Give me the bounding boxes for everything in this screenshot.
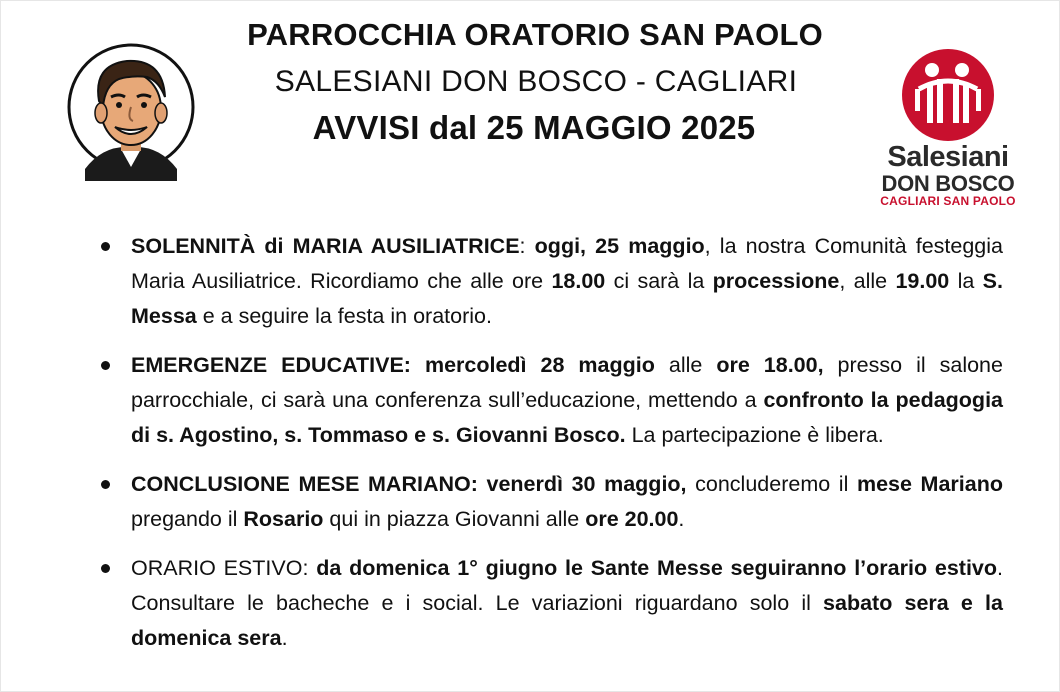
logo-text-salesiani: Salesiani	[887, 141, 1009, 173]
notice-bold-text: ore 18.00,	[716, 353, 824, 377]
notice-bold-text: sabato sera e la domenica sera	[131, 591, 1003, 650]
notice-item	[97, 467, 1003, 537]
notice-bold-text: ore 20.00	[585, 507, 679, 531]
notice-bold-text: EMERGENZE EDUCATIVE: mercoledì 28 maggio	[131, 353, 655, 377]
notice-text: pregando il	[131, 507, 244, 531]
notice-text: alle	[654, 353, 717, 377]
notice-bold-text: mese Mariano	[856, 472, 1003, 496]
notice-item	[97, 348, 1003, 453]
notice-text: presso il salone parrocchiale, ci sarà una conferenza sull’educazione, mettendo a	[131, 353, 1003, 412]
salesiani-logo-emblem-icon	[863, 49, 1033, 141]
bullet-icon	[101, 480, 110, 489]
notice-text: ORARIO ESTIVO	[131, 556, 303, 580]
notice-text: ci sarà la	[605, 269, 713, 293]
notice-bold-text: processione	[712, 269, 840, 293]
notices-date-title: AVVISI dal 25 MAGGIO 2025	[312, 109, 756, 146]
notice-text: la	[949, 269, 983, 293]
notice-bold-text: da domenica 1° giugno le Sante Messe seguiranno l’orario estivo	[316, 556, 998, 580]
notice-item	[97, 551, 1003, 656]
notice-bold-text: confronto la pedagogia di s. Agostino, s. Tommaso e s. Giovanni Bosco.	[131, 388, 1003, 447]
page-title: PARROCCHIA ORATORIO SAN PAOLO	[247, 17, 823, 52]
bullet-icon	[101, 242, 110, 251]
notice-text: , la nostra Comunità festeggia Maria Ausiliatrice. Ricordiamo che alle ore	[131, 234, 1003, 293]
page-subtitle: SALESIANI DON BOSCO - CAGLIARI	[274, 65, 798, 98]
notice-bold-text: oggi, 25 maggio	[534, 234, 705, 258]
salesiani-logo	[863, 49, 1033, 214]
logo-text-cagliari: CAGLIARI SAN PAOLO	[880, 194, 1016, 208]
notice-text: .	[281, 626, 288, 650]
notice-bold-text: S. Messa	[131, 269, 1003, 328]
logo-text-don-bosco: DON BOSCO	[881, 171, 1015, 196]
notice-bold-text: SOLENNITÀ di MARIA AUSILIATRICE	[131, 234, 520, 258]
bullet-icon	[101, 361, 110, 370]
notice-text: La partecipazione è libera.	[625, 423, 884, 447]
notice-bold-text: CONCLUSIONE MESE MARIANO: venerdì 30 maggio,	[131, 472, 687, 496]
notices-list	[97, 229, 1003, 670]
notice-text: :	[519, 234, 535, 258]
notice-text: , alle	[839, 269, 896, 293]
notice-item	[97, 229, 1003, 334]
notice-bold-text: 18.00	[551, 269, 606, 293]
notice-text: :	[302, 556, 317, 580]
notice-text: e a seguire la festa in oratorio.	[196, 304, 492, 328]
notice-text: . Consultare le bacheche e i social. Le variazioni riguardano solo il	[131, 556, 1003, 615]
notice-bold-text: 19.00	[895, 269, 950, 293]
notice-text: .	[678, 507, 685, 531]
notice-bold-text: Rosario	[243, 507, 324, 531]
notice-text: qui in piazza Giovanni alle	[323, 507, 586, 531]
notice-text: concluderemo il	[686, 472, 857, 496]
bullet-icon	[101, 564, 110, 573]
